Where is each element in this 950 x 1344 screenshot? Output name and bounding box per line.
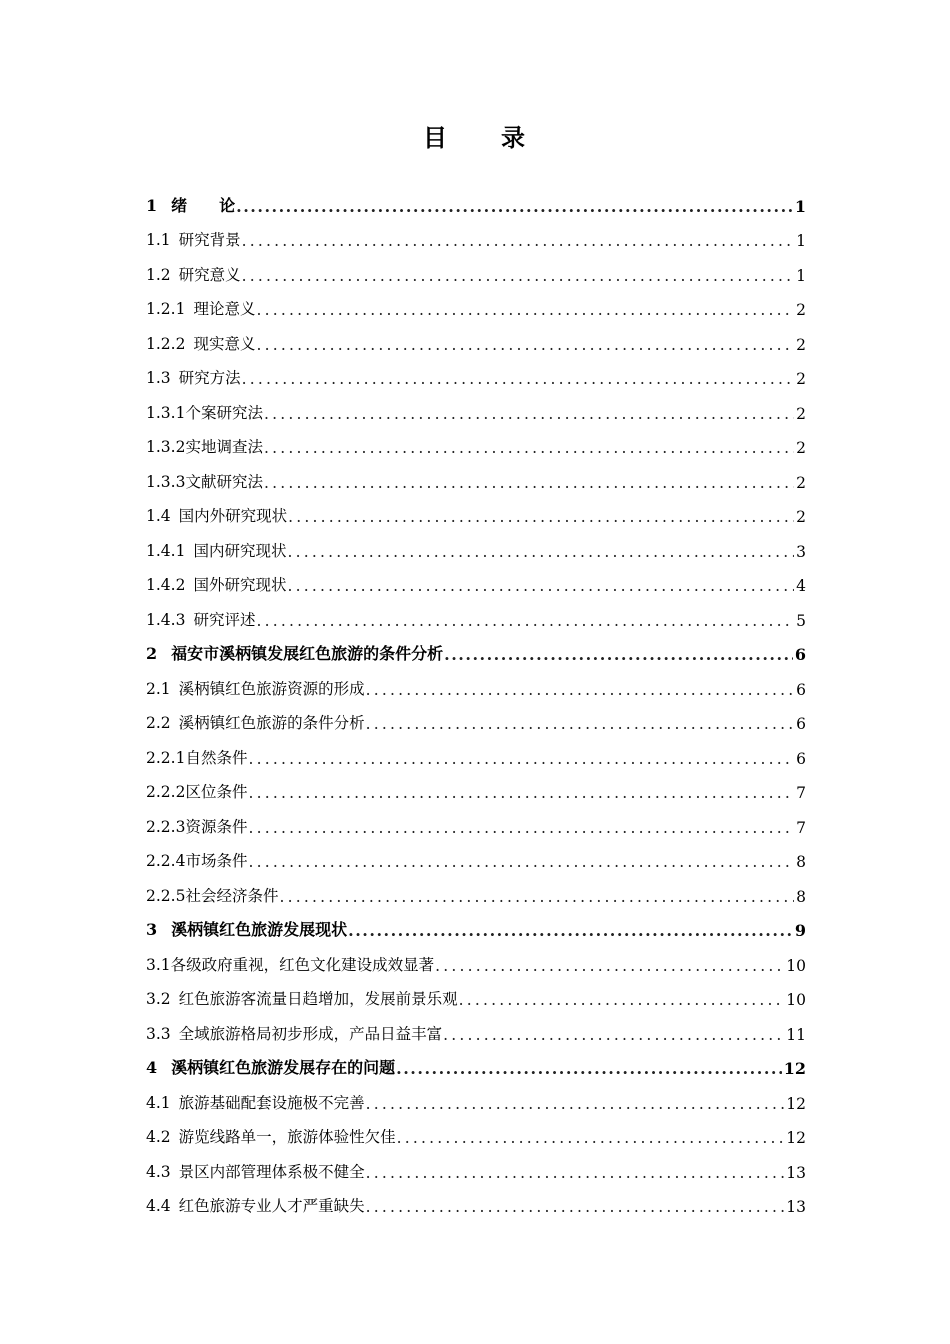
toc-entry-text: 溪柄镇红色旅游的条件分析	[178, 714, 365, 732]
toc-entry[interactable]	[146, 1113, 806, 1148]
toc-entry-number: 1.4.3	[146, 610, 186, 629]
dot-leader	[242, 232, 794, 250]
toc-entry-number: 3	[146, 920, 158, 939]
dot-leader	[256, 301, 794, 319]
toc-entry-label	[146, 917, 348, 940]
toc-entry[interactable]	[146, 457, 806, 492]
toc-entry-text: 红色旅游专业人才严重缺失	[178, 1197, 365, 1215]
toc-entry-text: 理论意义	[193, 300, 256, 318]
toc-page-number: 6	[796, 715, 806, 733]
toc-entry-label	[146, 297, 256, 319]
toc-entry-text: 景区内部管理体系极不健全	[178, 1162, 365, 1181]
toc-page-number: 10	[786, 956, 806, 975]
toc-entry[interactable]	[146, 319, 806, 354]
toc-entry-label	[146, 641, 444, 664]
toc-entry-number: 2.2.3	[146, 817, 186, 836]
toc-entry-label	[146, 401, 264, 423]
toc-entry[interactable]	[146, 526, 806, 561]
toc-page-number: 8	[796, 853, 806, 871]
toc-page-number: 6	[796, 680, 806, 699]
toc-entry-number: 2.1	[146, 679, 171, 698]
toc-entry-text: 旅游基础配套设施极不完善	[178, 1093, 365, 1112]
toc-entry-label	[146, 953, 435, 975]
toc-page-number: 9	[794, 921, 806, 940]
toc-entry[interactable]	[146, 354, 806, 389]
toc-entry[interactable]	[146, 423, 806, 458]
toc-page-number: 2	[796, 335, 806, 354]
toc-entry-text: 个案研究法	[185, 403, 263, 422]
toc-entry-number: 2.2.4	[146, 852, 186, 870]
toc-entry[interactable]	[146, 768, 806, 803]
toc-entry[interactable]	[146, 216, 806, 251]
toc-entry[interactable]	[146, 1044, 806, 1079]
toc-entry-number: 1.1	[146, 231, 171, 249]
toc-entry-text: 溪柄镇红色旅游资源的形成	[178, 679, 365, 698]
toc-entry-number: 4.3	[146, 1162, 171, 1181]
toc-entry-text: 实地调查法	[185, 438, 263, 456]
toc-entry-number: 4.1	[146, 1093, 171, 1112]
toc-entry-text: 社会经济条件	[185, 886, 279, 905]
toc-entry-label	[146, 711, 366, 733]
toc-entry-number: 3.2	[146, 990, 171, 1008]
toc-entry[interactable]	[146, 837, 806, 872]
toc-entry-label	[146, 1091, 366, 1113]
toc-entry-text: 绪 论	[171, 195, 236, 215]
toc-page-number: 13	[786, 1163, 806, 1182]
dot-leader	[396, 1059, 782, 1078]
toc-entry-label	[146, 193, 236, 216]
dot-leader	[248, 819, 794, 837]
toc-entry[interactable]	[146, 871, 806, 906]
toc-entry[interactable]	[146, 940, 806, 975]
toc-entry-number: 4.2	[146, 1128, 171, 1146]
toc-entry-label	[146, 1194, 366, 1216]
toc-entry-text: 区位条件	[185, 783, 248, 801]
toc-entry-label	[146, 608, 256, 630]
toc-entry-label	[146, 677, 366, 699]
dot-leader	[287, 543, 794, 561]
toc-entry-text: 福安市溪柄镇发展红色旅游的条件分析	[171, 644, 444, 663]
toc-entry-text: 国内外研究现状	[178, 507, 288, 525]
dot-leader	[444, 645, 793, 664]
toc-entry-label	[146, 366, 242, 388]
dot-leader	[248, 853, 794, 871]
toc-entry-label	[146, 1160, 366, 1182]
dot-leader	[366, 1095, 785, 1113]
toc-entry-number: 4	[146, 1058, 158, 1077]
toc-entry-text: 溪柄镇红色旅游发展现状	[171, 920, 348, 939]
dot-leader	[264, 439, 794, 457]
toc-entry-label	[146, 435, 264, 457]
toc-entry-text: 研究背景	[178, 231, 241, 249]
toc-entry-label	[146, 780, 248, 802]
toc-page-number: 7	[796, 818, 806, 837]
dot-leader	[248, 784, 794, 802]
toc-entry-label	[146, 815, 248, 837]
toc-entry-text: 自然条件	[185, 748, 248, 767]
toc-page-number: 2	[796, 439, 806, 457]
dot-leader	[256, 612, 794, 630]
toc-entry-number: 2.2.1	[146, 748, 186, 767]
toc-page-number: 5	[796, 611, 806, 630]
toc-entry-text: 资源条件	[185, 817, 248, 836]
toc-page-number: 2	[796, 508, 806, 526]
toc-entry[interactable]	[146, 906, 806, 941]
toc-entry-label	[146, 746, 248, 768]
toc-entry-text: 研究意义	[178, 265, 241, 284]
table-of-contents	[146, 181, 806, 1216]
toc-page-number: 1	[796, 266, 806, 285]
toc-entry-text: 现实意义	[193, 334, 256, 353]
toc-entry-label	[146, 573, 287, 595]
toc-entry[interactable]	[146, 181, 806, 216]
toc-entry-text: 国外研究现状	[193, 576, 287, 594]
toc-entry[interactable]	[146, 492, 806, 527]
toc-entry-number: 2.2	[146, 714, 171, 732]
toc-page-number: 12	[786, 1129, 806, 1147]
toc-entry-label	[146, 1125, 397, 1147]
dot-leader	[279, 888, 794, 906]
toc-entry-text: 文献研究法	[185, 472, 263, 491]
toc-entry-text: 红色旅游客流量日趋增加，发展前景乐观	[178, 990, 458, 1008]
toc-entry-label	[146, 228, 242, 250]
toc-page-number: 1	[794, 196, 806, 216]
dot-leader	[366, 1164, 785, 1182]
toc-entry-text: 溪柄镇红色旅游发展存在的问题	[171, 1058, 396, 1077]
toc-page-number: 7	[796, 784, 806, 802]
toc-entry-number: 1.4.1	[146, 541, 186, 560]
toc-page-number: 11	[786, 1025, 806, 1044]
toc-entry[interactable]	[146, 561, 806, 596]
toc-entry-label	[146, 504, 288, 526]
dot-leader	[443, 1026, 784, 1044]
dot-leader	[264, 474, 794, 492]
dot-leader	[366, 681, 794, 699]
toc-entry-number: 1.3.3	[146, 472, 186, 491]
toc-entry[interactable]	[146, 1078, 806, 1113]
dot-leader	[242, 267, 794, 285]
toc-page-number: 4	[796, 577, 806, 595]
toc-entry-label	[146, 332, 256, 354]
toc-entry-label	[146, 539, 287, 561]
page-title: 目 录	[423, 123, 527, 152]
toc-page-number: 2	[796, 404, 806, 423]
dot-leader	[435, 957, 784, 975]
dot-leader	[256, 336, 794, 354]
toc-entry-label	[146, 884, 279, 906]
toc-entry[interactable]	[146, 699, 806, 734]
dot-leader	[459, 991, 785, 1009]
toc-entry[interactable]	[146, 975, 806, 1010]
toc-entry-number: 2.2.2	[146, 783, 186, 801]
toc-page-number: 13	[786, 1198, 806, 1216]
toc-entry[interactable]	[146, 630, 806, 665]
toc-entry[interactable]	[146, 595, 806, 630]
toc-entry[interactable]	[146, 802, 806, 837]
toc-entry-text: 研究方法	[178, 369, 241, 387]
toc-entry-text: 全域旅游格局初步形成，产品日益丰富	[178, 1024, 443, 1043]
dot-leader	[248, 750, 794, 768]
toc-entry-number: 4.4	[146, 1197, 171, 1215]
toc-entry-number: 1.2.1	[146, 300, 186, 318]
toc-entry-text: 市场条件	[185, 852, 248, 870]
toc-entry[interactable]	[146, 1009, 806, 1044]
toc-page-number: 12	[786, 1094, 806, 1113]
toc-page-number: 6	[796, 749, 806, 768]
toc-entry-number: 3.3	[146, 1024, 171, 1043]
toc-entry-number: 1.2	[146, 265, 171, 284]
dot-leader	[366, 1198, 785, 1216]
dot-leader	[366, 715, 794, 733]
toc-page-number: 1	[796, 232, 806, 250]
toc-page-number: 6	[794, 645, 806, 664]
toc-entry-label	[146, 987, 459, 1009]
toc-entry-label	[146, 470, 264, 492]
toc-page-number: 2	[796, 301, 806, 319]
toc-entry[interactable]	[146, 285, 806, 320]
toc-page-number: 2	[796, 473, 806, 492]
toc-entry-text: 各级政府重视，红色文化建设成效显著	[170, 955, 435, 974]
toc-entry-text: 国内研究现状	[193, 541, 287, 560]
toc-page-number: 12	[783, 1059, 806, 1078]
toc-entry-number: 2.2.5	[146, 886, 186, 905]
toc-entry[interactable]	[146, 388, 806, 423]
toc-entry[interactable]	[146, 1182, 806, 1217]
toc-entry-label	[146, 263, 242, 285]
toc-entry[interactable]	[146, 250, 806, 285]
toc-entry-label	[146, 1022, 443, 1044]
dot-leader	[397, 1129, 785, 1147]
dot-leader	[264, 405, 794, 423]
dot-leader	[287, 577, 794, 595]
toc-entry-number: 3.1	[146, 955, 171, 974]
toc-entry-number: 1	[146, 195, 158, 215]
toc-entry-number: 1.3	[146, 369, 171, 387]
toc-page-number: 10	[786, 991, 806, 1009]
toc-entry-label	[146, 849, 248, 871]
toc-page-number: 3	[796, 542, 806, 561]
toc-entry-number: 1.2.2	[146, 334, 186, 353]
toc-entry-label	[146, 1055, 396, 1078]
toc-entry-number: 1.4.2	[146, 576, 186, 594]
toc-entry-text: 游览线路单一，旅游体验性欠佳	[178, 1128, 396, 1146]
dot-leader	[288, 508, 794, 526]
toc-page-number: 8	[796, 887, 806, 906]
dot-leader	[242, 370, 794, 388]
toc-entry-number: 2	[146, 644, 158, 663]
dot-leader	[236, 197, 793, 216]
toc-entry-text: 研究评述	[193, 610, 256, 629]
toc-entry[interactable]	[146, 1147, 806, 1182]
toc-entry[interactable]	[146, 664, 806, 699]
toc-entry-number: 1.3.1	[146, 403, 186, 422]
dot-leader	[348, 921, 793, 940]
toc-entry-number: 1.4	[146, 507, 171, 525]
toc-entry-number: 1.3.2	[146, 438, 186, 456]
toc-entry[interactable]	[146, 733, 806, 768]
toc-page-number: 2	[796, 370, 806, 388]
